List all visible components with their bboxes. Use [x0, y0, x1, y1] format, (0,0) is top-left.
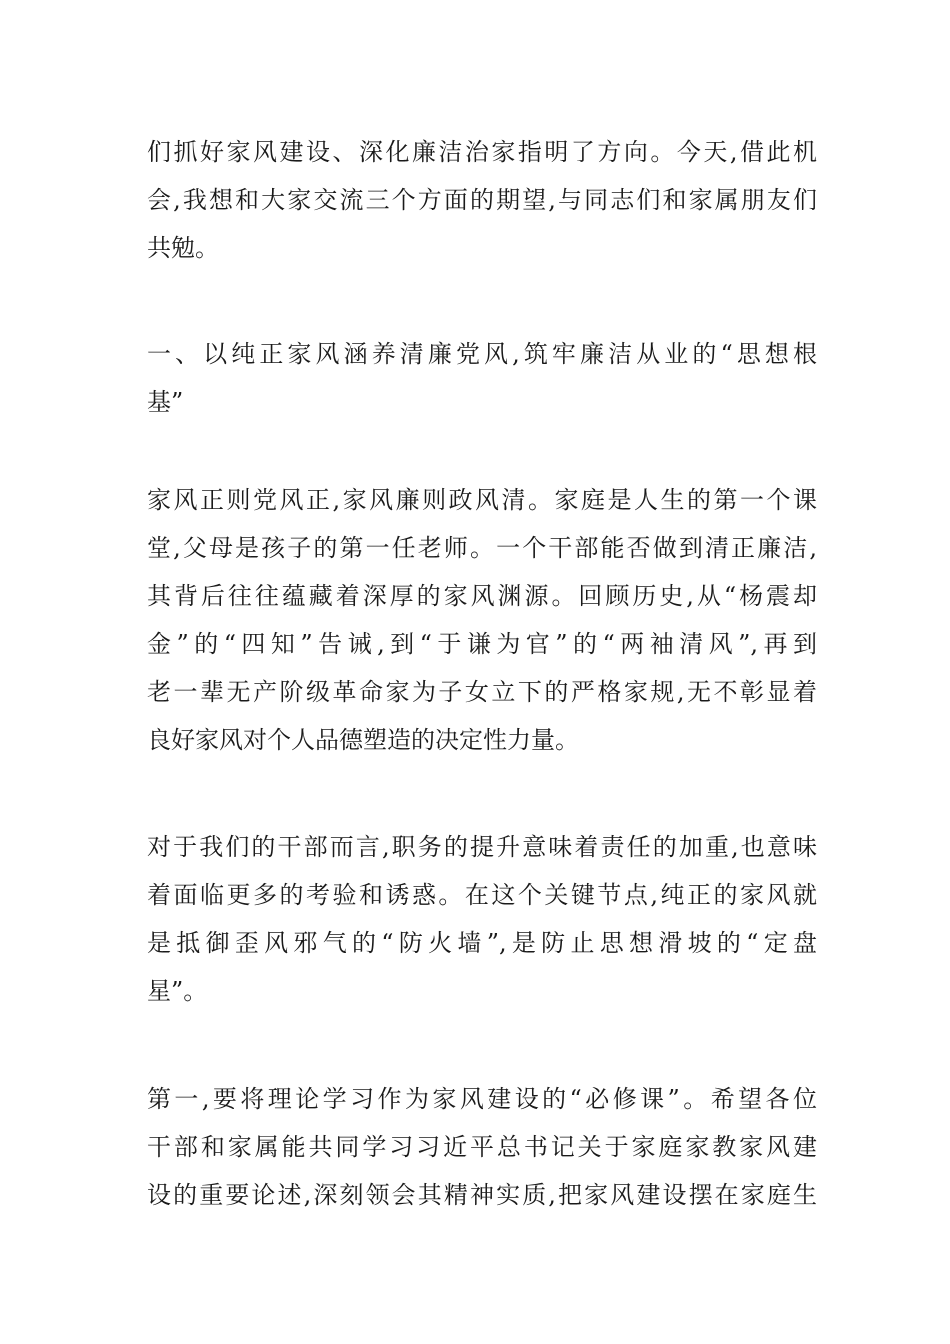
- paragraph-cadres: [147, 823, 817, 1015]
- text-line: 们抓好家风建设、深化廉洁治家指明了方向。今天,借此机: [147, 138, 817, 166]
- text-line: 是抵御歪风邪气的“防火墙”,是防止思想滑坡的“定盘: [147, 929, 817, 957]
- text-line: 共勉。: [147, 234, 219, 262]
- text-line: 金”的“四知”告诫,到“于谦为官”的“两袖清风”,再到: [147, 630, 817, 658]
- text-line: 干部和家属能共同学习习近平总书记关于家庭家教家风建: [147, 1133, 817, 1161]
- text-line: 第一,要将理论学习作为家风建设的“必修课”。希望各位: [147, 1085, 817, 1113]
- text-line: 家风正则党风正,家风廉则政风清。家庭是人生的第一个课: [147, 486, 817, 514]
- section-heading-1: [147, 330, 817, 426]
- paragraph-first: [147, 1075, 817, 1219]
- heading-line: 一、以纯正家风涵养清廉党风,筑牢廉洁从业的“思想根: [147, 340, 817, 368]
- text-line: 会,我想和大家交流三个方面的期望,与同志们和家属朋友们: [147, 186, 817, 214]
- paragraph-intro: [147, 128, 817, 272]
- text-line: 老一辈无产阶级革命家为子女立下的严格家规,无不彰显着: [147, 678, 817, 706]
- text-line: 其背后往往蕴藏着深厚的家风渊源。回顾历史,从“杨震却: [147, 582, 817, 610]
- text-line: 星”。: [147, 977, 208, 1005]
- heading-line: 基”: [147, 388, 184, 416]
- text-line: 设的重要论述,深刻领会其精神实质,把家风建设摆在家庭生: [147, 1181, 817, 1209]
- text-line: 着面临更多的考验和诱惑。在这个关键节点,纯正的家风就: [147, 881, 817, 909]
- text-line: 对于我们的干部而言,职务的提升意味着责任的加重,也意味: [147, 833, 817, 861]
- text-line: 堂,父母是孩子的第一任老师。一个干部能否做到清正廉洁,: [147, 534, 817, 562]
- paragraph-family-style: [147, 476, 817, 764]
- text-line: 良好家风对个人品德塑造的决定性力量。: [147, 726, 579, 754]
